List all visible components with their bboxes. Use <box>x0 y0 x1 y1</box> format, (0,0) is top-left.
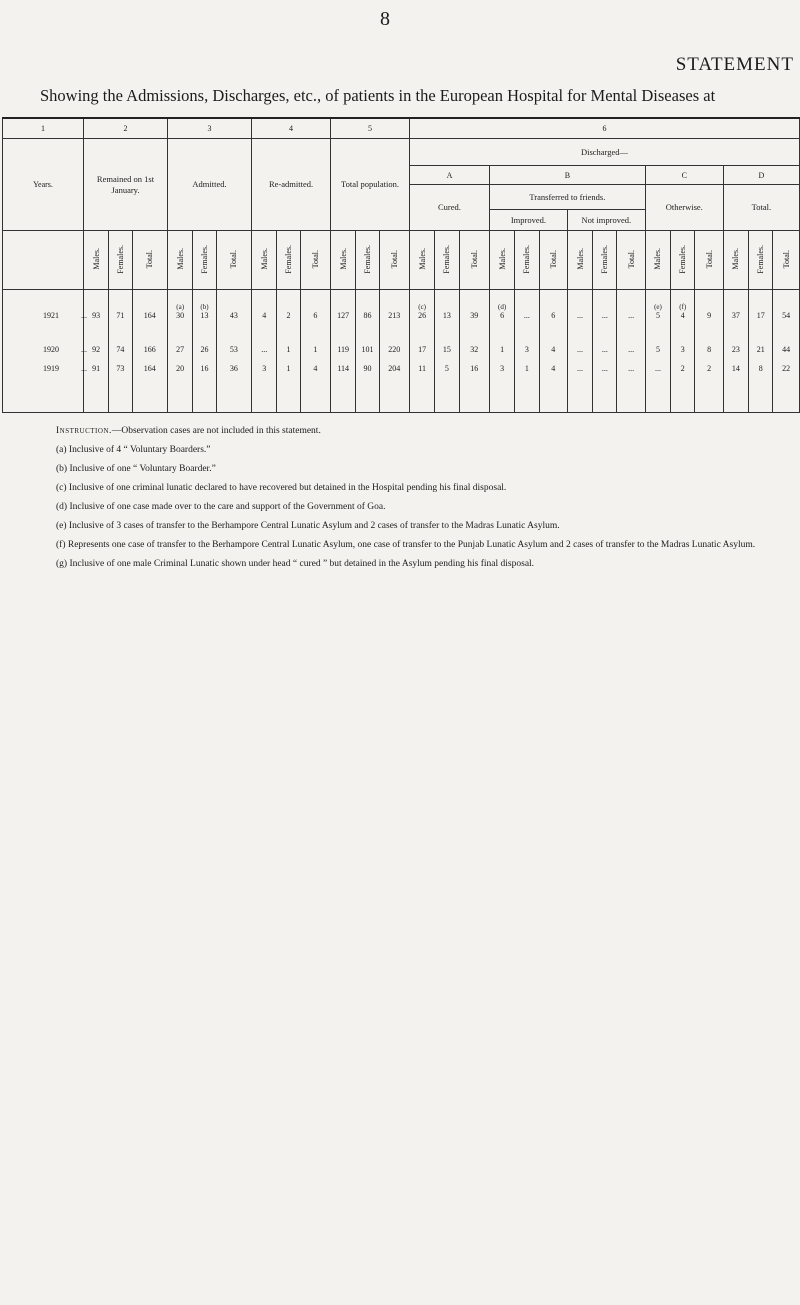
column-number: 3 <box>168 118 252 139</box>
column-number: 6 <box>409 118 799 139</box>
cell-value: 92 <box>92 345 101 354</box>
data-cell <box>695 358 723 413</box>
sub-header-females <box>749 231 773 290</box>
column-number: 2 <box>83 118 167 139</box>
admitted-header: Admitted. <box>168 139 252 231</box>
data-cell <box>409 358 434 413</box>
cell-value: ... <box>601 364 608 373</box>
data-cell <box>671 358 695 413</box>
statement-subtitle: Showing the Admissions, Discharges, etc., of patients in the European Hospital for Mental Diseases at <box>40 86 716 105</box>
data-cell <box>749 324 773 358</box>
group-a-header: A <box>409 166 489 185</box>
data-cell <box>300 290 330 325</box>
sub-header-label: Total. <box>781 249 791 269</box>
cell-value: 1 <box>286 345 291 354</box>
note-items <box>56 443 786 571</box>
year-label: 1921 <box>43 311 59 320</box>
data-cell <box>435 358 459 413</box>
cell-value: 101 <box>361 345 374 354</box>
data-cell <box>379 290 409 325</box>
cell-value: 74 <box>116 345 125 354</box>
data-cell <box>539 358 567 413</box>
cured-header: Cured. <box>409 185 489 231</box>
footnote-mark: (b) <box>56 464 70 474</box>
footnote-text: Inclusive of one “ Voluntary Boarder.” <box>69 464 216 474</box>
data-cell <box>168 358 193 413</box>
sub-header-label: Total. <box>229 249 239 269</box>
sub-header-females <box>109 231 132 290</box>
data-cell <box>277 358 300 413</box>
sub-header-females <box>193 231 216 290</box>
total-population-header: Total population. <box>331 139 410 231</box>
data-cell <box>83 324 108 358</box>
sub-header-males <box>83 231 108 290</box>
data-cell <box>515 290 539 325</box>
cell-value: 4 <box>262 311 267 320</box>
footnote-text: Inclusive of one case made over to the care and support of the Government of Goa. <box>69 502 386 512</box>
data-cell <box>435 324 459 358</box>
data-cell <box>109 324 132 358</box>
instruction-label: Instruction. <box>56 426 112 436</box>
sub-header-females <box>356 231 379 290</box>
sub-header-label: Males. <box>653 248 663 270</box>
cell-value: 3 <box>262 364 267 373</box>
year-cell <box>3 324 87 358</box>
sub-header-label: Females. <box>442 244 452 274</box>
cell-value: ... <box>628 311 635 320</box>
sub-header-females <box>435 231 459 290</box>
cell-value: 43 <box>229 311 238 320</box>
data-cell <box>193 324 216 358</box>
data-cell <box>300 324 330 358</box>
footnote-mark: (b) <box>200 303 209 311</box>
sub-header-label: Total. <box>389 249 399 269</box>
cell-value: 54 <box>782 311 791 320</box>
group-b-header: B <box>489 166 645 185</box>
notes-section <box>56 424 786 576</box>
sub-header-label: Males. <box>731 248 741 270</box>
improved-header: Improved. <box>489 210 567 231</box>
cell-value: ... <box>523 311 530 320</box>
cell-value: 23 <box>731 345 740 354</box>
sub-header-total <box>379 231 409 290</box>
cell-value: ... <box>601 311 608 320</box>
cell-value: 166 <box>143 345 156 354</box>
data-cell <box>593 358 617 413</box>
cell-value: ... <box>628 345 635 354</box>
year-cell <box>3 358 87 413</box>
data-cell <box>645 324 670 358</box>
data-cell <box>331 358 356 413</box>
footnote-mark: (e) <box>654 303 662 311</box>
cell-value: ... <box>261 345 268 354</box>
data-cell <box>515 324 539 358</box>
otherwise-header: Otherwise. <box>645 185 723 231</box>
footnote-mark: (a) <box>176 303 185 311</box>
cell-value: 6 <box>500 311 505 320</box>
sub-header-label: Females. <box>115 244 125 274</box>
data-cell <box>539 290 567 325</box>
transferred-header: Transferred to friends. <box>489 185 645 210</box>
sub-header-total <box>459 231 489 290</box>
data-cell <box>773 290 800 325</box>
column-number: 5 <box>331 118 410 139</box>
instruction-text: —Observation cases are not included in this statement. <box>111 426 321 436</box>
footnote-mark: (c) <box>418 303 427 311</box>
group-c-header: C <box>645 166 723 185</box>
data-cell <box>379 324 409 358</box>
year-dots: ... <box>81 311 87 320</box>
cell-value: 4 <box>680 311 685 320</box>
data-cell <box>459 358 489 413</box>
data-cell <box>489 290 514 325</box>
data-cell <box>193 358 216 413</box>
cell-value: 2 <box>707 364 712 373</box>
data-cell <box>109 358 132 413</box>
cell-value: 5 <box>655 345 660 354</box>
cell-value: 11 <box>418 364 426 373</box>
data-cell <box>593 290 617 325</box>
sub-header-label: Males. <box>259 248 269 270</box>
sub-header-label: Females. <box>600 244 610 274</box>
data-cell <box>132 324 167 358</box>
data-cell <box>593 324 617 358</box>
sub-header-label: Males. <box>417 248 427 270</box>
cell-value: 93 <box>92 311 101 320</box>
footnote-mark: (f) <box>679 303 687 311</box>
data-cell <box>356 358 379 413</box>
footnote-mark: (g) <box>56 559 70 569</box>
data-cell <box>515 358 539 413</box>
table-body <box>3 290 800 413</box>
sub-header-males <box>489 231 514 290</box>
cell-value: ... <box>654 364 661 373</box>
data-cell <box>773 358 800 413</box>
footnote-text: Represents one case of transfer to the Berhampore Central Lunatic Asylum, one case of transfer to the Punjab Lunatic Asylum and 2 cases of transfer to the Madras Lunatic Asylum. <box>67 540 756 550</box>
year-label: 1920 <box>43 345 59 354</box>
cell-value: 20 <box>176 364 185 373</box>
data-cell <box>617 358 645 413</box>
data-cell <box>252 358 277 413</box>
sub-header-total <box>132 231 167 290</box>
sub-header-label: Total. <box>548 249 558 269</box>
cell-value: 127 <box>337 311 350 320</box>
cell-value: 204 <box>388 364 401 373</box>
cell-value: 71 <box>116 311 125 320</box>
data-cell <box>567 290 592 325</box>
cell-value: 91 <box>92 364 101 373</box>
year-label: 1919 <box>43 364 59 373</box>
data-cell <box>132 358 167 413</box>
sub-header-males <box>567 231 592 290</box>
cell-value: 14 <box>731 364 740 373</box>
footnote <box>56 500 786 514</box>
statement-title: STATEMENT <box>675 54 794 75</box>
sub-header-females <box>515 231 539 290</box>
sub-header-label: Females. <box>756 244 766 274</box>
cell-value: 114 <box>337 364 350 373</box>
cell-value: 4 <box>551 345 556 354</box>
cell-value: 36 <box>229 364 238 373</box>
sub-header-label: Males. <box>91 248 101 270</box>
data-cell <box>109 290 132 325</box>
page-number: 8 <box>380 8 390 30</box>
sub-header-label: Males. <box>575 248 585 270</box>
years-header: Years. <box>3 139 84 231</box>
cell-value: 119 <box>337 345 350 354</box>
footnote <box>56 538 786 552</box>
sub-header-females <box>277 231 300 290</box>
data-cell <box>749 290 773 325</box>
data-cell <box>671 290 695 325</box>
sub-header-label: Total. <box>469 249 479 269</box>
cell-value: 16 <box>200 364 209 373</box>
sub-header-label: Females. <box>678 244 688 274</box>
data-cell <box>489 324 514 358</box>
year-dots: ... <box>81 364 87 373</box>
footnote <box>56 481 786 495</box>
data-cell <box>459 324 489 358</box>
data-cell <box>567 358 592 413</box>
column-number-row <box>3 118 800 139</box>
table-row <box>3 324 800 358</box>
sub-header-label: Females. <box>362 244 372 274</box>
statistics-table <box>2 117 800 413</box>
footnote-mark: (c) <box>56 483 69 493</box>
cell-value: 1 <box>500 345 505 354</box>
data-cell <box>617 324 645 358</box>
footnote-text: Inclusive of 3 cases of transfer to the Berhampore Central Lunatic Asylum and 2 cases of transfer to the Madras Lunatic Asylum. <box>68 521 560 531</box>
data-cell <box>252 324 277 358</box>
sub-header-males <box>409 231 434 290</box>
data-cell <box>168 290 193 325</box>
cell-value: 2 <box>286 311 291 320</box>
cell-value: 9 <box>707 311 712 320</box>
sub-header-total <box>539 231 567 290</box>
data-cell <box>539 324 567 358</box>
table-row <box>3 358 800 413</box>
cell-value: 4 <box>313 364 318 373</box>
cell-value: 1 <box>286 364 291 373</box>
data-cell <box>277 324 300 358</box>
data-cell <box>435 290 459 325</box>
cell-value: ... <box>577 311 584 320</box>
sub-header-label: Total. <box>310 249 320 269</box>
sub-header-males <box>645 231 670 290</box>
data-cell <box>489 358 514 413</box>
cell-value: 164 <box>143 311 156 320</box>
data-cell <box>723 358 748 413</box>
footnote-mark: (d) <box>56 502 70 512</box>
data-cell <box>645 358 670 413</box>
sub-header-males <box>723 231 748 290</box>
sub-header-females <box>593 231 617 290</box>
sub-header-label: Males. <box>497 248 507 270</box>
footnote <box>56 443 786 457</box>
data-cell <box>300 358 330 413</box>
data-cell <box>83 290 108 325</box>
sub-header-males <box>331 231 356 290</box>
footnote-mark: (e) <box>56 521 69 531</box>
cell-value: 16 <box>470 364 479 373</box>
table-row <box>3 290 800 325</box>
data-cell <box>459 290 489 325</box>
data-cell <box>409 290 434 325</box>
data-cell <box>356 290 379 325</box>
sub-header-total <box>695 231 723 290</box>
footnote <box>56 519 786 533</box>
cell-value: 21 <box>756 345 765 354</box>
cell-value: 5 <box>655 311 660 320</box>
data-cell <box>216 290 251 325</box>
cell-value: ... <box>577 345 584 354</box>
footnote-mark: (f) <box>56 540 68 550</box>
sub-header-label: Total. <box>704 249 714 269</box>
cell-value: 1 <box>524 364 529 373</box>
data-cell <box>567 324 592 358</box>
group-d-header: D <box>723 166 799 185</box>
footnote-mark: (d) <box>498 303 507 311</box>
not-improved-header: Not improved. <box>567 210 645 231</box>
cell-value: 5 <box>444 364 449 373</box>
sub-header-label: Total. <box>145 249 155 269</box>
data-cell <box>773 324 800 358</box>
cell-value: 37 <box>731 311 740 320</box>
blank-cell <box>3 231 84 290</box>
sub-header-label: Males. <box>175 248 185 270</box>
data-cell <box>168 324 193 358</box>
cell-value: 220 <box>388 345 401 354</box>
data-cell <box>671 324 695 358</box>
sub-header-total <box>773 231 800 290</box>
cell-value: 86 <box>363 311 372 320</box>
cell-value: 13 <box>442 311 451 320</box>
cell-value: 15 <box>442 345 451 354</box>
cell-value: ... <box>577 364 584 373</box>
data-cell <box>617 290 645 325</box>
footnote <box>56 557 786 571</box>
sub-header-label: Females. <box>199 244 209 274</box>
data-cell <box>193 290 216 325</box>
sub-header-label: Females. <box>522 244 532 274</box>
cell-value: 32 <box>470 345 479 354</box>
cell-value: 8 <box>707 345 712 354</box>
cell-value: 22 <box>782 364 791 373</box>
data-cell <box>216 358 251 413</box>
cell-value: 3 <box>680 345 685 354</box>
footnote-text: Inclusive of one male Criminal Lunatic shown under head “ cured ” but detained in the Asylum pending his final disposal. <box>69 559 535 569</box>
data-cell <box>695 290 723 325</box>
data-cell <box>645 290 670 325</box>
instruction-note <box>56 424 786 438</box>
data-cell <box>723 324 748 358</box>
footnote-text: Inclusive of 4 “ Voluntary Boarders.” <box>68 445 211 455</box>
footnote-mark: (a) <box>56 445 69 455</box>
cell-value: 164 <box>143 364 156 373</box>
cell-value: 73 <box>116 364 125 373</box>
cell-value: 27 <box>176 345 185 354</box>
data-cell <box>277 290 300 325</box>
cell-value: 30 <box>176 311 185 320</box>
sub-header-label: Females. <box>283 244 293 274</box>
data-cell <box>216 324 251 358</box>
cell-value: 26 <box>418 311 427 320</box>
cell-value: 213 <box>388 311 401 320</box>
cell-value: 3 <box>524 345 529 354</box>
cell-value: 53 <box>229 345 238 354</box>
year-dots: ... <box>81 345 87 354</box>
cell-value: 8 <box>758 364 763 373</box>
cell-value: 90 <box>363 364 372 373</box>
sub-header-females <box>671 231 695 290</box>
data-cell <box>749 358 773 413</box>
data-cell <box>723 290 748 325</box>
data-cell <box>132 290 167 325</box>
data-cell <box>379 358 409 413</box>
cell-value: 6 <box>551 311 556 320</box>
footnote <box>56 462 786 476</box>
sub-header-label: Males. <box>338 248 348 270</box>
readmitted-header: Re-admitted. <box>252 139 331 231</box>
column-number: 4 <box>252 118 331 139</box>
data-cell <box>252 290 277 325</box>
sub-header-total <box>216 231 251 290</box>
total-discharged-header: Total. <box>723 185 799 231</box>
data-cell <box>356 324 379 358</box>
cell-value: 17 <box>418 345 427 354</box>
sub-header-males <box>252 231 277 290</box>
sub-header-total <box>617 231 645 290</box>
discharged-header: Discharged— <box>409 139 799 166</box>
year-cell <box>3 290 87 325</box>
column-number: 1 <box>3 118 84 139</box>
cell-value: 13 <box>200 311 209 320</box>
data-cell <box>331 290 356 325</box>
sub-header-males <box>168 231 193 290</box>
cell-value: ... <box>628 364 635 373</box>
cell-value: 17 <box>756 311 765 320</box>
cell-value: 4 <box>551 364 556 373</box>
data-cell <box>409 324 434 358</box>
sub-header-row <box>3 231 800 290</box>
sub-header-total <box>300 231 330 290</box>
sub-header-label: Total. <box>626 249 636 269</box>
remained-header: Remained on 1st January. <box>83 139 167 231</box>
cell-value: 26 <box>200 345 209 354</box>
cell-value: 39 <box>470 311 479 320</box>
cell-value: 44 <box>782 345 791 354</box>
data-cell <box>695 324 723 358</box>
data-cell <box>331 324 356 358</box>
cell-value: 6 <box>313 311 318 320</box>
cell-value: 2 <box>680 364 685 373</box>
cell-value: 3 <box>500 364 505 373</box>
cell-value: ... <box>601 345 608 354</box>
cell-value: 1 <box>313 345 318 354</box>
footnote-text: Inclusive of one criminal lunatic declared to have recovered but detained in the Hospital pending his final disposal. <box>68 483 507 493</box>
data-cell <box>83 358 108 413</box>
